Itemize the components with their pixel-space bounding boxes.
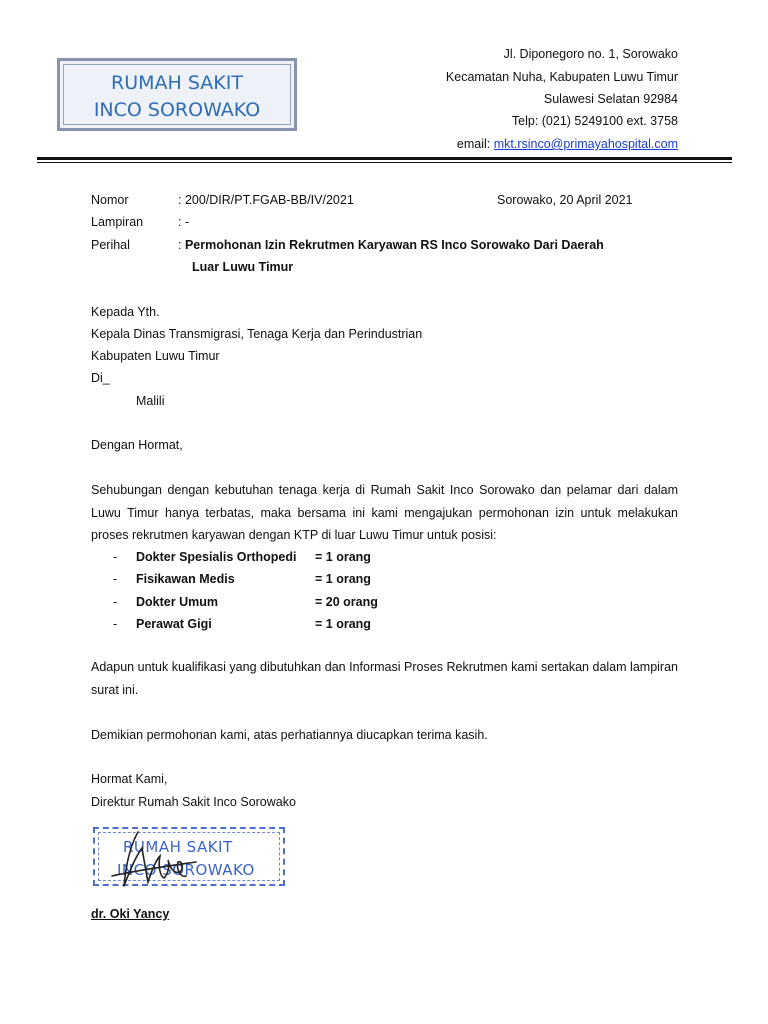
nomor-label: Nomor bbox=[91, 193, 129, 207]
perihal-value bbox=[178, 238, 604, 252]
signature bbox=[108, 826, 198, 896]
address-district: Kecamatan Nuha, Kabupaten Luwu Timur bbox=[445, 70, 678, 84]
position-count: = 1 orang bbox=[315, 550, 371, 564]
header-divider-thick bbox=[37, 157, 732, 160]
email-link[interactable]: mkt.rsinco@primayahospital.com bbox=[493, 137, 678, 151]
recipient-line-5: Malili bbox=[136, 394, 165, 408]
stamp-line-1: RUMAH SAKIT bbox=[123, 838, 233, 856]
recipient-line-2: Kepala Dinas Transmigrasi, Tenaga Kerja dan Perindustrian bbox=[91, 327, 423, 341]
position-name: Fisikawan Medis bbox=[136, 572, 235, 586]
position-count: = 1 orang bbox=[315, 617, 371, 631]
position-dash: - bbox=[113, 595, 118, 609]
greeting: Dengan Hormat, bbox=[91, 438, 183, 452]
recipient-line-3: Kabupaten Luwu Timur bbox=[91, 349, 220, 363]
nomor-value: : 200/DIR/PT.FGAB-BB/IV/2021 bbox=[178, 193, 354, 207]
paragraph-3: Demikian permohonan kami, atas perhatiannya diucapkan terima kasih. bbox=[91, 728, 488, 742]
position-count: = 1 orang bbox=[315, 572, 371, 586]
position-name: Dokter Spesialis Orthopedi bbox=[136, 550, 297, 564]
address-phone: Telp: (021) 5249100 ext. 3758 bbox=[511, 114, 678, 128]
header-divider-thin bbox=[37, 162, 732, 163]
closing-line-1: Hormat Kami, bbox=[91, 772, 168, 786]
position-dash: - bbox=[113, 572, 118, 586]
lampiran-value: : - bbox=[178, 215, 190, 229]
logo-line-2: INCO SOROWAKO bbox=[93, 99, 261, 121]
perihal-line-1: Permohonan Izin Rekrutmen Karyawan RS Inco Sorowako Dari Daerah bbox=[184, 238, 604, 252]
position-name: Perawat Gigi bbox=[136, 617, 212, 631]
address-email bbox=[457, 136, 678, 152]
recipient-line-4: Di_ bbox=[91, 371, 110, 385]
closing-line-2: Direktur Rumah Sakit Inco Sorowako bbox=[91, 795, 296, 809]
recipient-line-1: Kepada Yth. bbox=[91, 305, 160, 319]
address-province: Sulawesi Selatan 92984 bbox=[543, 92, 678, 106]
hospital-logo bbox=[57, 58, 297, 131]
perihal-label: Perihal bbox=[91, 238, 130, 252]
position-dash: - bbox=[113, 550, 118, 564]
paragraph-2: Adapun untuk kualifikasi yang dibutuhkan dan Informasi Proses Rekrutmen kami sertakan dalam lampiran surat ini. bbox=[91, 660, 678, 697]
lampiran-label: Lampiran bbox=[91, 215, 144, 229]
position-count: = 20 orang bbox=[315, 595, 378, 609]
position-name: Dokter Umum bbox=[136, 595, 218, 609]
paragraph-1: Sehubungan dengan kebutuhan tenaga kerja di Rumah Sakit Inco Sorowako dan pelamar dari dalam Luwu Timur hanya terbatas, maka bersama ini kami mengajukan permohonan izin untuk melakukan proses rekrutmen karyawan dengan KTP di luar Luwu Timur untuk posisi: bbox=[91, 483, 678, 542]
signer-name: dr. Oki Yancy bbox=[91, 907, 170, 921]
perihal-line-2: Luar Luwu Timur bbox=[192, 260, 294, 274]
position-dash: - bbox=[113, 617, 118, 631]
letter-date: Sorowako, 20 April 2021 bbox=[497, 193, 633, 207]
email-label: email: bbox=[456, 137, 494, 151]
logo-line-1: RUMAH SAKIT bbox=[111, 72, 243, 94]
address-street: Jl. Diponegoro no. 1, Sorowako bbox=[503, 47, 678, 61]
perihal-colon: : bbox=[178, 238, 185, 252]
stamp-line-2: INCO SOROWAKO bbox=[117, 861, 255, 879]
